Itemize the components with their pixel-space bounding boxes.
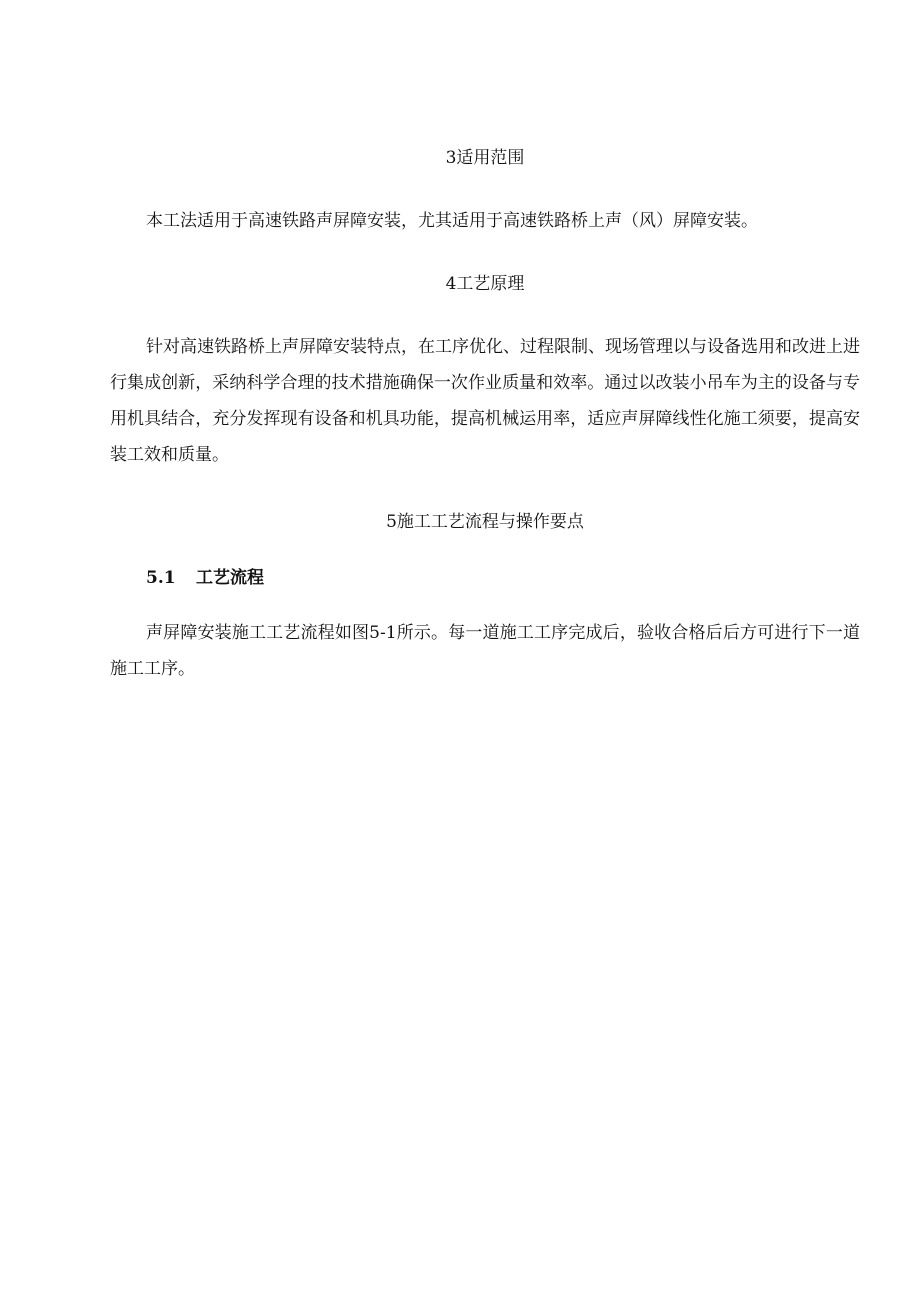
subsection-title: 工艺流程 [196, 568, 264, 588]
section-5-heading: 5施工工艺流程与操作要点 [386, 512, 584, 532]
section-3-paragraph: 本工法适用于高速铁路声屏障安装，尤其适用于高速铁路桥上声（风）屏障安装。 [146, 211, 758, 231]
section-4-paragraph: 针对高速铁路桥上声屏障安装特点，在工序优化、过程限制、现场管理以与设备选用和改进上进行集成创新，采纳科学合理的技术措施确保一次作业质量和效率。通过以改装小吊车为主的设备与专用机具结合，充分发挥现有设备和机具功能，提高机械运用率，适应声屏障线性化施工须要，提高安装工效和质量。 [110, 337, 860, 465]
section-4-heading: 4工艺原理 [445, 274, 525, 294]
subsection-5-1-paragraph: 声屏障安装施工工艺流程如图5-1所示。每一道施工工序完成后，验收合格后后方可进行下一道施工工序。 [110, 623, 860, 679]
document-body [110, 141, 860, 687]
section-3-heading: 3适用范围 [445, 148, 525, 168]
subsection-5-1-heading [146, 561, 860, 595]
subsection-number: 5.1 [146, 568, 176, 588]
